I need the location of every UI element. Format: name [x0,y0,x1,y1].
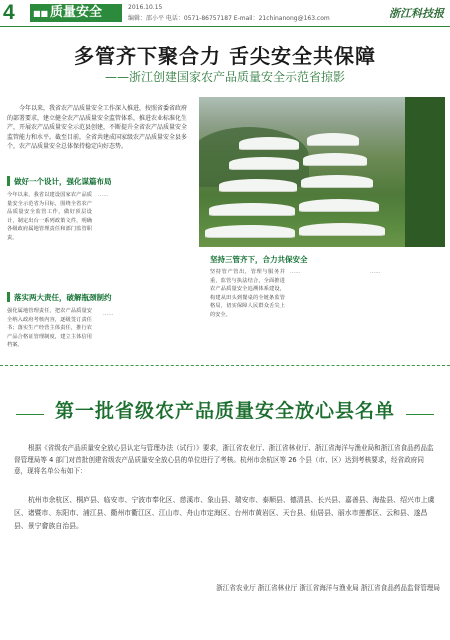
notice-title: 第一批省级农产品质量安全放心县名单 [54,400,395,422]
section-body-2a: 强化属地管理责任，把农产品质量安全纳入政府考核内容，逐级签订责任书；落实生产经营主体责任，推行农产品合格证管理制度，建立主体信用档案。 [7,308,92,349]
issue-date: 2016.10.15 [128,4,163,11]
article-lead: 今年以来，我省农产品质量安全工作深入推进，按照省委省政府的部署要求，建立健全农产品质量安全监管体系，推进农业标准化生产，开展农产品质量安全示范县创建，不断提升全省农产品质量安全监管能力和水平。截至目前，全省共建成国家级农产品质量安全县多个，农产品质量安全总体保持稳定向好态势。 [7,105,188,151]
section-title: 质量安全 [50,5,103,20]
section-body-3a: 坚持管产管出，管理与服务并重，监管与执法结合，全面推进农产品质量安全追溯体系建设，构建从田头到餐桌的全链条监管格局，切实保障人民群众舌尖上的安全。 [210,269,285,318]
section-body-1b: …… [98,192,109,198]
section-body-2b: …… [103,311,114,317]
editor-contact: 编辑：邵小平 电话：0571-86757187 E-mail：21chinanong@163.com [128,15,330,22]
section-banner [30,4,122,22]
section-heading-2: 落实两大责任，破解瓶颈制约 [14,293,112,302]
article-subhead: ——浙江创建国家农产品质量安全示范省掠影 [104,70,345,84]
county-list: 杭州市余杭区、桐庐县、临安市、宁波市奉化区、慈溪市、象山县、瑞安市、泰顺县、德清县、长兴县、嘉善县、海盐县、绍兴市上虞区、诸暨市、东阳市、浦江县、衢州市衢江区、江山市、舟山市定海区、台州市黄岩区、天台县、仙居县、丽水市莲都区、云和县、遂昌县、景宁畲族自治县。 [14,496,435,530]
section-heading-3: 坚持三管齐下，合力共保安全 [210,255,308,264]
section-divider [0,365,450,366]
section-body-3b: …… [290,269,301,275]
article-headline: 多管齐下聚合力 舌尖安全共保障 [74,44,376,68]
notice-intro: 根据《省级农产品质量安全放心县认定与管理办法（试行）》要求，浙江省农业厅、浙江省林业厅、浙江省海洋与渔业局和浙江省食品药品监督管理局等 4 部门对首批创建省级农产品质量安全放心县的单位进行了考核。杭州市余杭区等 26 个县（市、区）达到考核要求，经省政府同意，现将名单公布如下： [14,444,434,475]
section-body-1a: 今年以来，我省以建设国家农产品质量安全示范省为目标，围绕全省农产品质量安全监管工作，做好顶层设计，制定出台一系列政策文件，明确各级政府属地管理责任和部门监管职责。 [7,192,92,241]
greenhouse-photo [199,97,445,247]
page-number: 4 [3,1,15,24]
masthead-logo: 浙江科技报 [389,7,444,20]
notice-signatories: 浙江省农业厅 浙江省林业厅 浙江省海洋与渔业局 浙江省食品药品监督管理局 [216,584,440,592]
notice-title-band [0,400,450,430]
section-body-3c: …… [370,269,381,275]
page-header [0,0,450,27]
section-heading-1: 做好一个设计，强化谋篇布局 [14,177,112,186]
section-marker-icon: ■■ [33,9,49,18]
